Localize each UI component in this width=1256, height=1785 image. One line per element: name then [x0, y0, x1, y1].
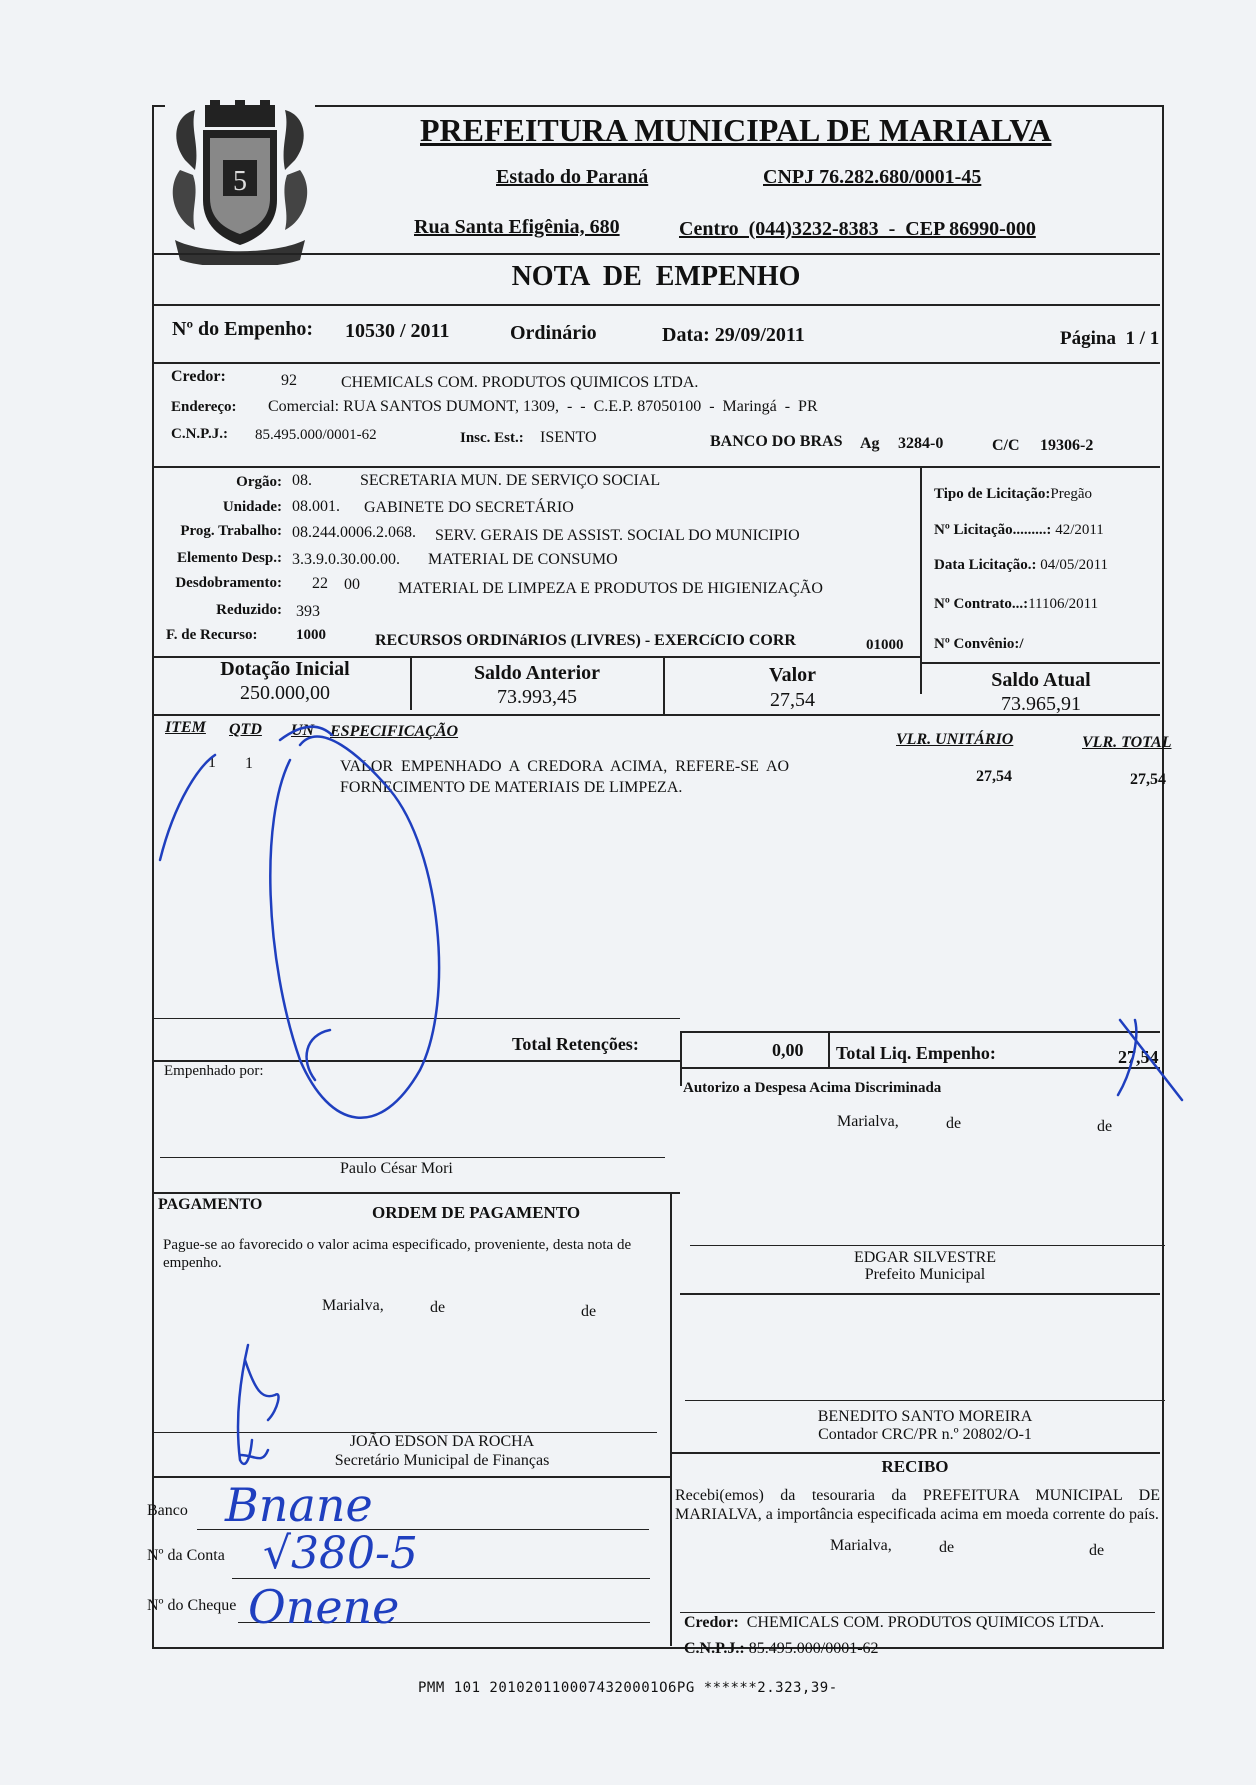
cheque-label: Nº do Cheque: [147, 1597, 237, 1614]
unidade-name: GABINETE DO SECRETÁRIO: [364, 499, 574, 516]
pagamento-text: Pague-se ao favorecido o valor acima especificado, proveniente, desta nota de empenho.: [163, 1237, 632, 1271]
saldo-anterior-label: Saldo Anterior: [473, 662, 601, 684]
divider: [680, 1067, 1160, 1069]
state-name: Estado do Paraná: [496, 166, 649, 188]
signature-line: [690, 1245, 1165, 1246]
empenhado-por-label: Empenhado por:: [164, 1063, 264, 1079]
cheque-handwritten: Onene: [248, 1580, 400, 1634]
signature-line: [685, 1400, 1165, 1401]
recibo-credor-name: CHEMICALS COM. PRODUTOS QUIMICOS LTDA.: [746, 1614, 1105, 1631]
recurso-label: F. de Recurso:: [166, 627, 258, 643]
recibo-credor: [684, 1614, 1104, 1632]
items-header-total-value: VLR. TOTAL: [1082, 734, 1172, 751]
divider: [670, 1192, 672, 1646]
pagamento-de-1: de: [430, 1299, 446, 1316]
municipal-coat-of-arms-icon: [165, 100, 315, 265]
saldo-atual-value: 73.965,91: [1001, 693, 1081, 715]
footer-code: PMM 101 2010201100074320001O6PG ******2.323,39-: [418, 1680, 838, 1696]
ordem-pagamento-title: ORDEM DE PAGAMENTO: [372, 1203, 581, 1222]
orgao-code: 08.: [292, 472, 312, 489]
item-number: 1: [208, 754, 216, 771]
desdobramento-subcode: 00: [344, 576, 360, 593]
divider: [152, 1192, 680, 1194]
recibo-de-1: de: [939, 1539, 955, 1556]
creditor-label: Credor:: [171, 368, 226, 385]
licitacao-date-label: Data Licitação.:: [934, 557, 1037, 573]
divider: [152, 253, 1160, 255]
valor-value: 27,54: [770, 689, 815, 711]
prefeito-name: EDGAR SILVESTRE: [853, 1249, 997, 1266]
recibo-text: Recebi(emos) da tesouraria da PREFEITURA MUNICIPAL DE MARIALVA, a importância especificada acima em moeda corrente do país.: [675, 1487, 1160, 1523]
secretario-name: JOÃO EDSON DA ROCHA: [349, 1433, 535, 1450]
contador-name: BENEDITO SANTO MOREIRA: [817, 1408, 1033, 1425]
item-total-value: 27,54: [1130, 771, 1166, 788]
orgao-name: SECRETARIA MUN. DE SERVIÇO SOCIAL: [360, 472, 661, 489]
pagamento-city: Marialva,: [322, 1297, 384, 1314]
account-label: C/C: [992, 437, 1020, 454]
divider: [152, 714, 1160, 716]
licitacao-date: [934, 557, 1108, 574]
items-header-especificacao: ESPECIFICAÇÃO: [330, 723, 459, 740]
recurso-name: RECURSOS ORDINáRIOS (LIVRES) - EXERCíCIO CORR: [375, 632, 796, 649]
banco-handwritten: Bnane: [225, 1478, 373, 1532]
divider: [152, 1060, 680, 1062]
state-registration: ISENTO: [540, 429, 597, 446]
reduzido-label: Reduzido:: [216, 602, 282, 618]
elemento-code: 3.3.9.0.30.00.00.: [292, 551, 400, 568]
divider: [680, 1031, 1160, 1033]
creditor-code: 92: [281, 372, 297, 389]
conta-handwritten: √380-5: [263, 1528, 418, 1579]
document-title: NOTA DE EMPENHO: [511, 261, 801, 292]
licitacao-number-value: 42/2011: [1055, 522, 1104, 538]
divider: [152, 466, 1160, 468]
divider: [828, 1031, 830, 1067]
unidade-code: 08.001.: [292, 498, 340, 515]
empenhado-por-name: Paulo César Mori: [340, 1160, 453, 1177]
banco-label: Banco: [147, 1502, 188, 1519]
empenho-date: Data: 29/09/2011: [662, 324, 805, 346]
recibo-de-2: de: [1089, 1542, 1105, 1559]
desdobramento-code: 22: [312, 575, 328, 592]
items-header-unit-value: VLR. UNITÁRIO: [896, 731, 1014, 748]
address-label: Endereço:: [171, 399, 237, 415]
valor-label: Valor: [768, 664, 817, 686]
divider: [152, 304, 1160, 306]
municipality-contact: Centro (044)3232-8383 - CEP 86990-000: [679, 218, 1036, 240]
pagamento-de-2: de: [581, 1303, 597, 1320]
empenho-number-label: Nº do Empenho:: [172, 318, 314, 340]
programa-name: SERV. GERAIS DE ASSIST. SOCIAL DO MUNICIPIO: [435, 527, 800, 544]
items-header-un: UN: [291, 722, 315, 739]
total-liquido-value: 27,54: [1118, 1047, 1159, 1067]
creditor-address: Comercial: RUA SANTOS DUMONT, 1309, - - C.E.P. 87050100 - Maringá - PR: [268, 398, 818, 415]
agency-number: 3284-0: [898, 435, 944, 452]
elemento-name: MATERIAL DE CONSUMO: [428, 551, 618, 568]
dotacao-inicial-label: Dotação Inicial: [220, 658, 350, 680]
programa-label: Prog. Trabalho:: [180, 523, 282, 539]
items-header-qtd: QTD: [229, 721, 262, 738]
unidade-label: Unidade:: [222, 499, 282, 515]
licitacao-number-label: Nº Licitação.........:: [934, 522, 1052, 538]
divider: [680, 1031, 682, 1086]
conta-label: Nº da Conta: [147, 1547, 225, 1564]
saldo-atual-label: Saldo Atual: [991, 669, 1091, 691]
prefeito-title: Prefeito Municipal: [864, 1266, 986, 1283]
svg-text:5: 5: [233, 166, 247, 197]
authorization-de-2: de: [1097, 1118, 1113, 1135]
recibo-cnpj-value: 85.495.000/0001-62: [748, 1640, 879, 1657]
item-unit-value: 27,54: [976, 768, 1012, 785]
elemento-label: Elemento Desp.:: [177, 550, 282, 566]
desdobramento-label: Desdobramento:: [175, 575, 282, 591]
page-number: Página 1 / 1: [1060, 328, 1160, 349]
contrato-number: [934, 596, 1098, 613]
recibo-credor-label: Credor:: [684, 1614, 739, 1631]
licitacao-type: [934, 486, 1092, 503]
divider: [670, 1452, 1160, 1454]
items-header-item: ITEM: [165, 719, 206, 736]
recibo-cnpj-label: C.N.P.J.:: [684, 1640, 745, 1657]
total-retencoes-label: Total Retenções:: [512, 1034, 639, 1054]
total-liquido-label: Total Liq. Empenho:: [836, 1043, 996, 1063]
convenio-label: Nº Convênio:/: [934, 636, 1024, 652]
licitacao-type-label: Tipo de Licitação:: [934, 486, 1051, 502]
orgao-label: Orgão:: [236, 474, 282, 490]
desdobramento-name: MATERIAL DE LIMPEZA E PRODUTOS DE HIGIENIZAÇÃO: [398, 580, 823, 597]
creditor-name: CHEMICALS COM. PRODUTOS QUIMICOS LTDA.: [341, 374, 699, 391]
municipality-title: PREFEITURA MUNICIPAL DE MARIALVA: [420, 112, 1052, 148]
authorization-text: Autorizo a Despesa Acima Discriminada: [683, 1080, 942, 1096]
total-retencoes-value: 0,00: [772, 1040, 804, 1060]
licitacao-number: [934, 522, 1104, 539]
licitacao-date-value: 04/05/2011: [1040, 557, 1109, 573]
divider: [152, 1018, 680, 1019]
recurso-code: 1000: [296, 627, 326, 643]
divider: [152, 362, 1160, 364]
licitacao-type-value: Pregão: [1050, 486, 1093, 502]
reduzido-code: 393: [296, 603, 320, 620]
divider: [920, 466, 922, 694]
empenho-number: 10530 / 2011: [345, 320, 450, 342]
recibo-title: RECIBO: [881, 1457, 949, 1476]
dotacao-inicial-value: 250.000,00: [240, 682, 330, 704]
creditor-cnpj-label: C.N.P.J.:: [171, 426, 228, 442]
item-quantity: 1: [245, 755, 253, 772]
divider: [920, 662, 1160, 664]
contrato-label: Nº Contrato...:: [934, 596, 1029, 612]
authorization-city: Marialva,: [837, 1113, 899, 1130]
creditor-cnpj: 85.495.000/0001-62: [255, 427, 377, 443]
signature-line: [680, 1612, 1155, 1613]
secretario-title: Secretário Municipal de Finanças: [334, 1452, 550, 1469]
agency-label: Ag: [860, 435, 880, 452]
authorization-de-1: de: [946, 1115, 962, 1132]
bank-name: BANCO DO BRAS: [710, 433, 843, 450]
item-description-line2: FORNECIMENTO DE MATERIAIS DE LIMPEZA.: [340, 779, 683, 796]
recibo-cnpj: [684, 1640, 879, 1658]
divider: [680, 1293, 1160, 1295]
item-description-line1: VALOR EMPENHADO A CREDORA ACIMA, REFERE-SE AO: [340, 758, 790, 775]
signature-line: [160, 1157, 665, 1158]
recurso-subcode: 01000: [866, 637, 904, 653]
contrato-value: 11106/2011: [1028, 596, 1099, 612]
programa-code: 08.244.0006.2.068.: [292, 524, 416, 541]
empenho-type: Ordinário: [510, 322, 597, 344]
municipality-cnpj: CNPJ 76.282.680/0001-45: [763, 166, 982, 188]
contador-title: Contador CRC/PR n.º 20802/O-1: [818, 1426, 1032, 1443]
recibo-city: Marialva,: [830, 1537, 892, 1554]
saldo-anterior-value: 73.993,45: [497, 686, 577, 708]
state-registration-label: Insc. Est.:: [460, 430, 524, 446]
pagamento-label: PAGAMENTO: [158, 1196, 263, 1213]
account-number: 19306-2: [1040, 437, 1094, 454]
municipality-address: Rua Santa Efigênia, 680: [414, 216, 620, 238]
